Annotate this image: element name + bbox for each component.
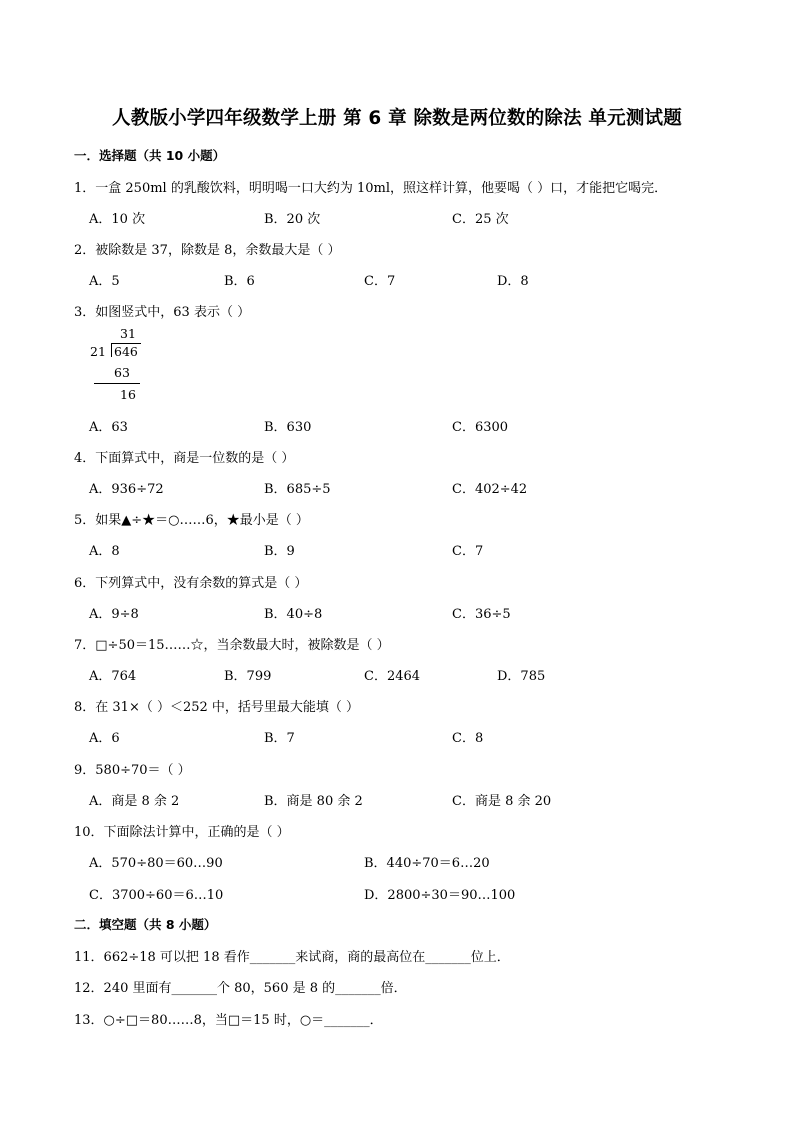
q9-option-c: C．商是 8 余 20 [452,794,552,809]
q4-option-b: B．685÷5 [264,482,331,497]
q9-option-a: A．商是 8 余 2 [89,794,180,809]
question-2: 2．被除数是 37，除数是 8，余数最大是（ ） [74,243,341,258]
q7-option-a: A．764 [89,669,137,684]
q1-option-c: C．25 次 [452,212,509,227]
q5-option-b: B．9 [264,544,295,559]
q10-option-c: C．3700÷60＝6…10 [89,888,224,903]
q2-option-a: A．5 [89,274,120,289]
question-8: 8．在 31×（ ）＜252 中，括号里最大能填（ ） [74,700,360,715]
question-3: 3．如图竖式中，63 表示（ ） [74,305,251,320]
question-6: 6．下列算式中，没有余数的算式是（ ） [74,576,308,591]
q10-option-d: D．2800÷30＝90…100 [364,888,516,903]
question-13: 13．○÷□＝80……8，当□＝15 时，○＝_______． [74,1013,383,1028]
q4-option-a: A．936÷72 [89,482,164,497]
q5-option-c: C．7 [452,544,484,559]
q10-option-b: B．440÷70＝6…20 [364,856,490,871]
question-7: 7．□÷50＝15……☆，当余数最大时，被除数是（ ） [74,638,390,653]
q6-option-b: B．40÷8 [264,607,323,622]
figure-product: 63 [114,365,130,380]
page-title: 人教版小学四年级数学上册 第 6 章 除数是两位数的除法 单元测试题 [112,108,682,129]
q3-option-a: A．63 [89,420,128,435]
question-1: 1．一盒 250ml 的乳酸饮料，明明喝一口大约为 10ml，照这样计算，他要喝（ ）口，才能把它喝完． [74,181,668,196]
section-heading-choice: 一．选择题（共 10 小题） [74,148,226,163]
q2-option-d: D．8 [497,274,529,289]
division-bracket [111,343,112,357]
q3-option-b: B．630 [264,420,312,435]
q4-option-c: C．402÷42 [452,482,528,497]
long-division-figure [86,326,146,404]
q7-option-d: D．785 [497,669,546,684]
q8-option-c: C．8 [452,731,484,746]
q1-option-b: B．20 次 [264,212,321,227]
q2-option-b: B．6 [224,274,255,289]
question-4: 4．下面算式中，商是一位数的是（ ） [74,451,295,466]
question-10: 10．下面除法计算中，正确的是（ ） [74,825,290,840]
figure-divisor: 21 [90,344,106,359]
question-9: 9．580÷70＝（ ） [74,763,191,778]
question-5: 5．如果▲÷★＝○……6，★最小是（ ） [74,513,309,528]
figure-remainder: 16 [120,387,136,402]
q7-option-c: C．2464 [364,669,421,684]
q2-option-c: C．7 [364,274,396,289]
q6-option-a: A．9÷8 [89,607,139,622]
q5-option-a: A．8 [89,544,120,559]
subtraction-line [94,383,140,384]
q8-option-b: B．7 [264,731,295,746]
question-12: 12．240 里面有_______个 80，560 是 8 的_______倍． [74,981,407,996]
q6-option-c: C．36÷5 [452,607,511,622]
section-heading-fill: 二．填空题（共 8 小题） [74,917,217,932]
q7-option-b: B．799 [224,669,272,684]
q10-option-a: A．570÷80＝60…90 [89,856,223,871]
question-11: 11．662÷18 可以把 18 看作_______来试商，商的最高位在_______位上． [74,950,510,965]
q8-option-a: A．6 [89,731,120,746]
q3-option-c: C．6300 [452,420,509,435]
q1-option-a: A．10 次 [89,212,146,227]
figure-dividend: 646 [114,344,138,359]
q9-option-b: B．商是 80 余 2 [264,794,363,809]
figure-quotient: 31 [120,326,136,341]
